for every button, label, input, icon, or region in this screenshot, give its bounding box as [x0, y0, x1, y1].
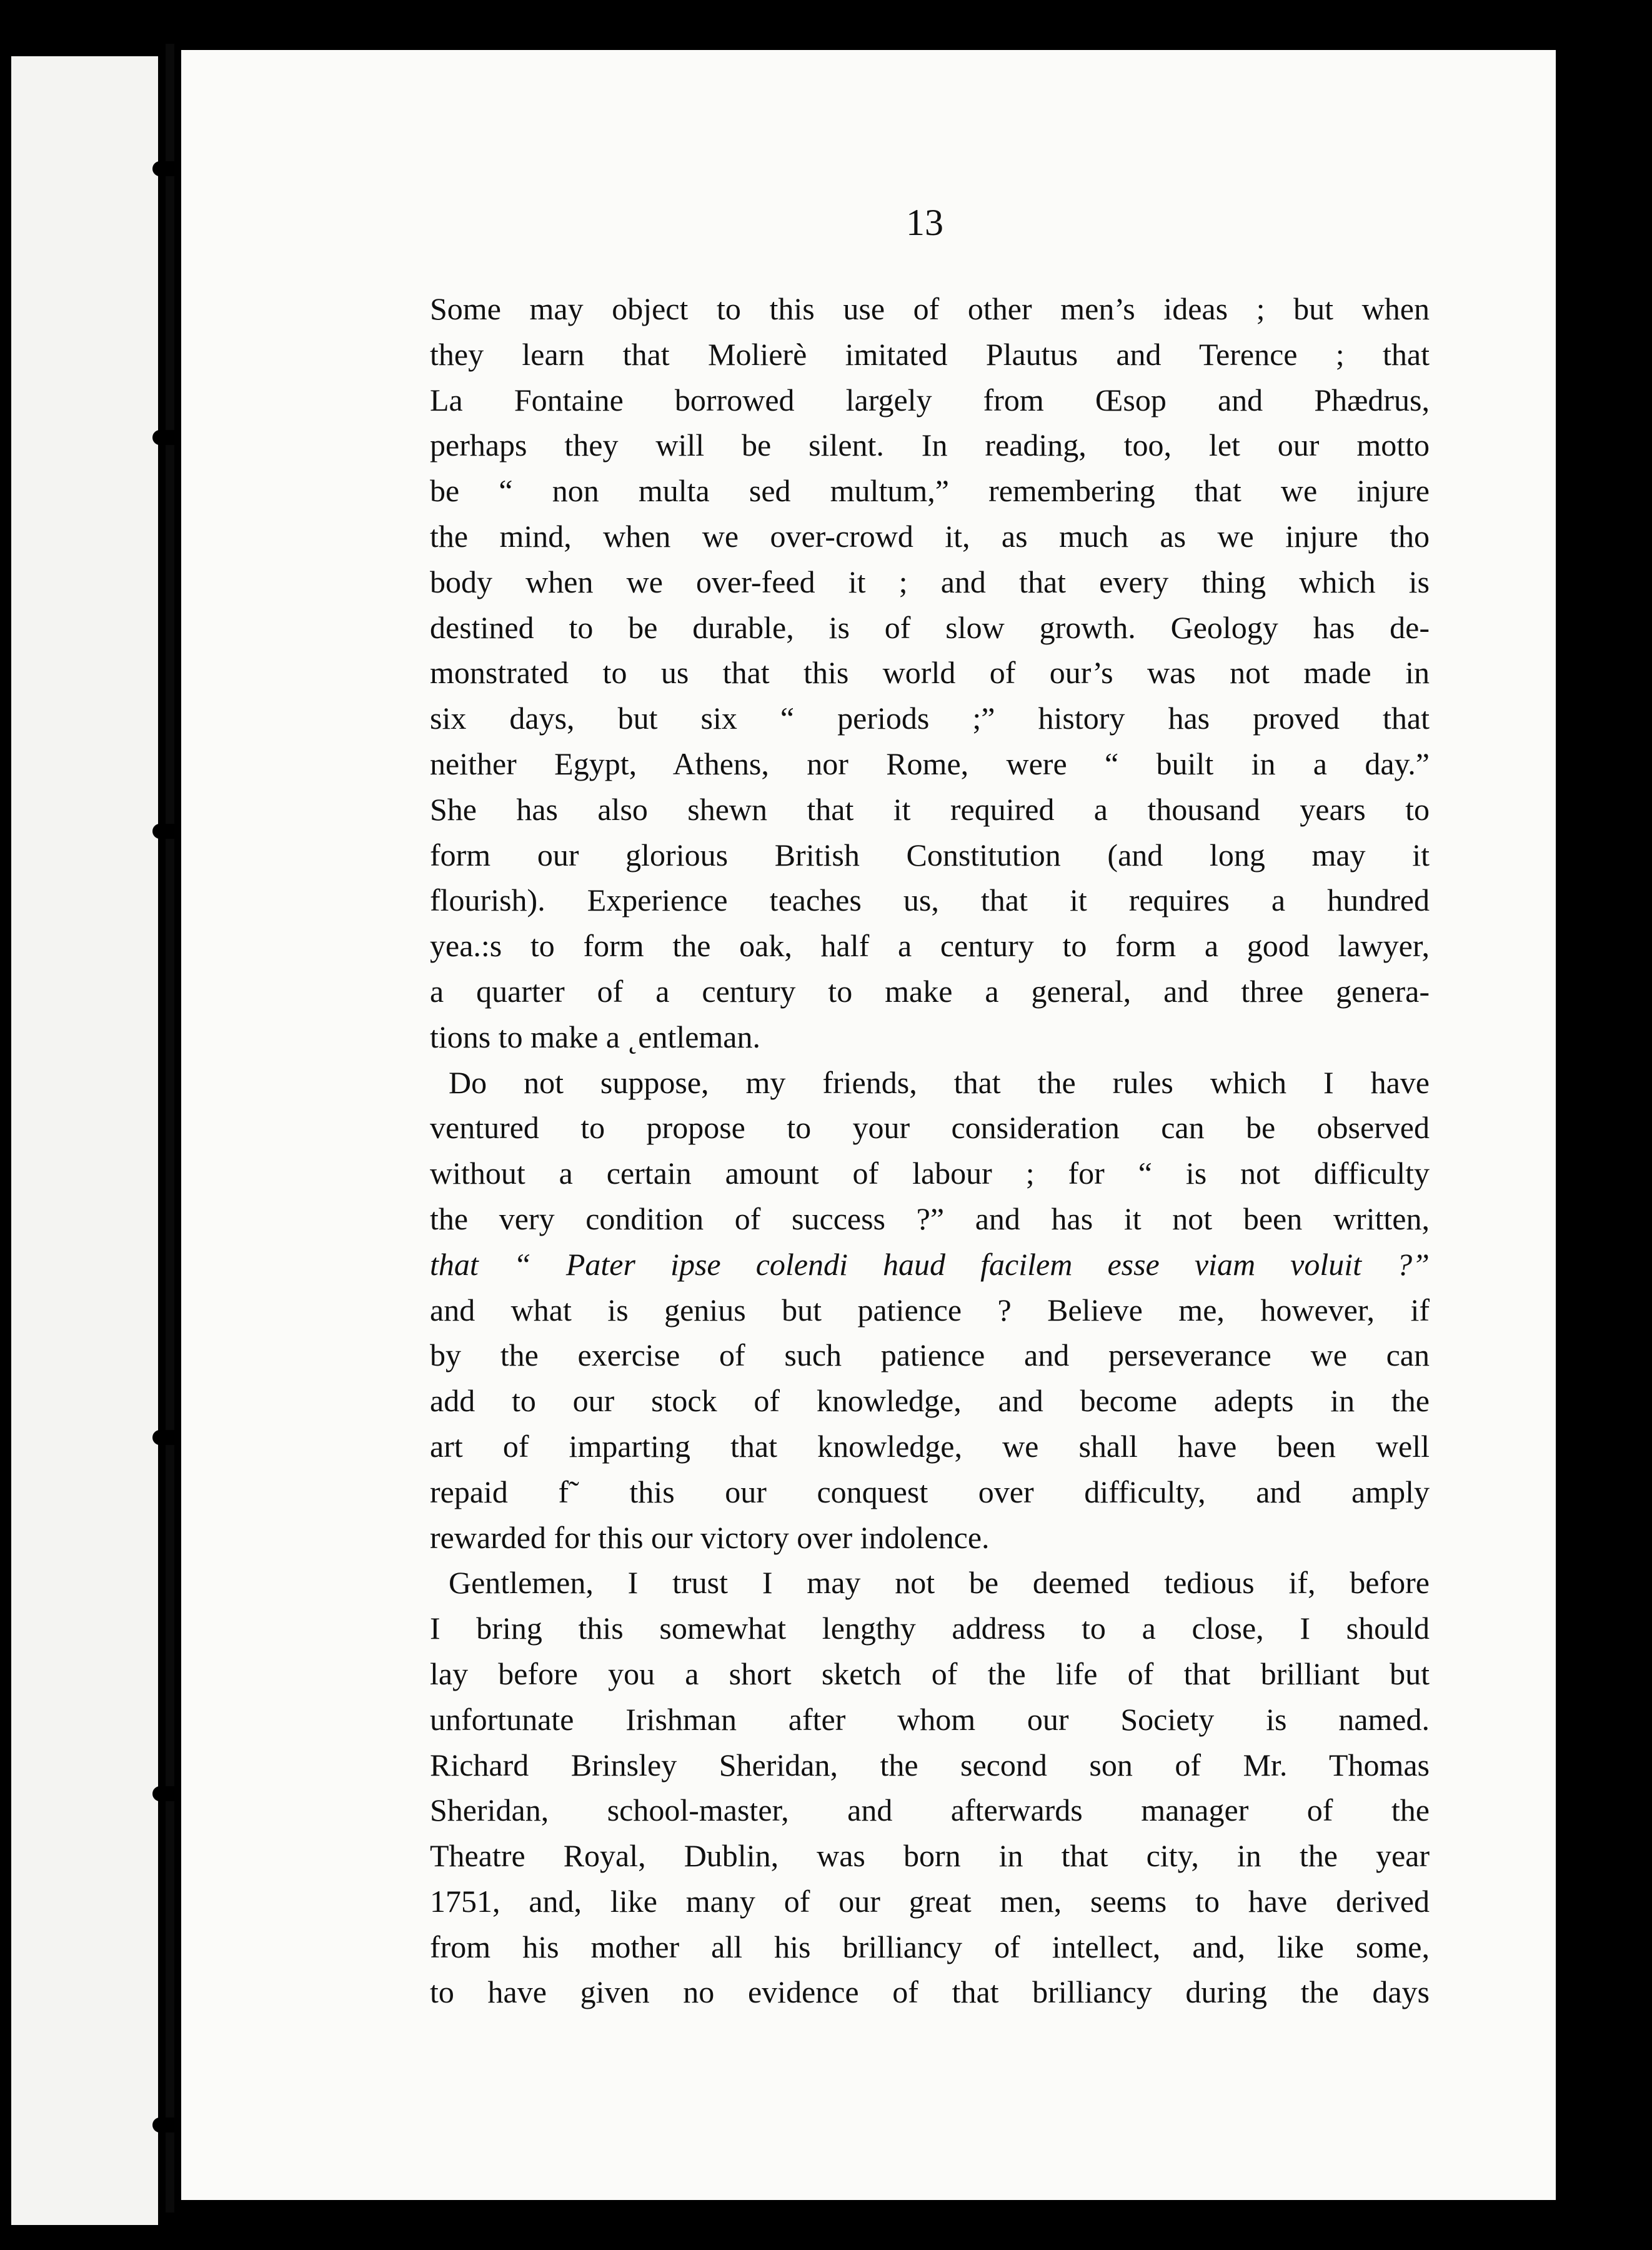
body-text	[430, 286, 1430, 2015]
text-line: add to our stock of knowledge, and become adepts in the	[430, 1383, 1430, 1419]
text-line: and what is genius but patience ? Believe me, however, if	[430, 1292, 1430, 1328]
paragraph-1	[430, 286, 1430, 1060]
text-line: Theatre Royal, Dublin, was born in that city, in the year	[430, 1838, 1430, 1874]
text-line: Sheridan, school-master, and afterwards manager of the	[430, 1792, 1430, 1828]
text-line: ventured to propose to your consideration can be observed	[430, 1110, 1430, 1146]
text-line: perhaps they will be silent. In reading, too, let our motto	[430, 428, 1430, 463]
text-line: Richard Brinsley Sheridan, the second son of Mr. Thomas	[430, 1747, 1430, 1782]
text-line: yea.:s to form the oak, half a century to form a good lawyer,	[430, 928, 1430, 964]
text-line: the very condition of success ?” and has it not been written,	[430, 1201, 1430, 1236]
text-line: I bring this somewhat lengthy address to a close, I should	[430, 1611, 1430, 1646]
previous-page-edge	[11, 56, 158, 2225]
text-line: Some may object to this use of other men’s ideas ; but when	[430, 291, 1430, 326]
text-line: 1751, and, like many of our great men, seems to have derived	[430, 1883, 1430, 1919]
text-line: a quarter of a century to make a general, and three genera-	[430, 973, 1430, 1009]
text-line: La Fontaine borrowed largely from Œsop and Phædrus,	[430, 382, 1430, 418]
paragraph-2	[430, 1060, 1430, 1561]
text-line: destined to be durable, is of slow growth. Geology has de-	[430, 609, 1430, 645]
text-line: repaid f˜ this our conquest over difficulty, and amply	[430, 1474, 1430, 1509]
text-line: to have given no evidence of that brilliancy during the days	[430, 1974, 1430, 2010]
text-line: tions to make a ˛entleman.	[430, 1019, 761, 1054]
page-edge-shadow	[1556, 38, 1652, 2250]
text-line: that “ Pater ipse colendi haud facilem esse viam voluit ?”	[430, 1246, 1430, 1282]
binding-line	[166, 44, 174, 2212]
paragraph-3	[430, 1560, 1430, 2015]
text-line: from his mother all his brilliancy of intellect, and, like some,	[430, 1929, 1430, 1964]
page-number: 13	[906, 202, 943, 243]
text-line: six days, but six “ periods ;” history has proved that	[430, 701, 1430, 736]
text-line: lay before you a short sketch of the life of that brilliant but	[430, 1656, 1430, 1691]
text-line: Gentlemen, I trust I may not be deemed tedious if, before	[449, 1565, 1430, 1601]
text-line: neither Egypt, Athens, nor Rome, were “ built in a day.”	[430, 746, 1430, 781]
text-line: rewarded for this our victory over indolence.	[430, 1519, 990, 1555]
text-line: without a certain amount of labour ; for “ is not difficulty	[430, 1156, 1430, 1191]
text-line: flourish). Experience teaches us, that it requires a hundred	[430, 882, 1430, 918]
text-line: form our glorious British Constitution (and long may it	[430, 837, 1430, 872]
text-line: unfortunate Irishman after whom our Society is named.	[430, 1701, 1430, 1737]
text-line: they learn that Molierè imitated Plautus and Terence ; that	[430, 336, 1430, 372]
text-line: the mind, when we over-crowd it, as much as we injure tho	[430, 518, 1430, 554]
text-line: by the exercise of such patience and perseverance we can	[430, 1338, 1430, 1373]
text-line: monstrated to us that this world of our’s was not made in	[430, 655, 1430, 691]
text-line: body when we over-feed it ; and that every thing which is	[430, 564, 1430, 599]
text-line: be “ non multa sed multum,” remembering that we injure	[430, 473, 1430, 509]
text-line: Do not suppose, my friends, that the rules which I have	[449, 1064, 1430, 1100]
text-line: art of imparting that knowledge, we shall have been well	[430, 1428, 1430, 1464]
text-line: She has also shewn that it required a thousand years to	[430, 791, 1430, 827]
